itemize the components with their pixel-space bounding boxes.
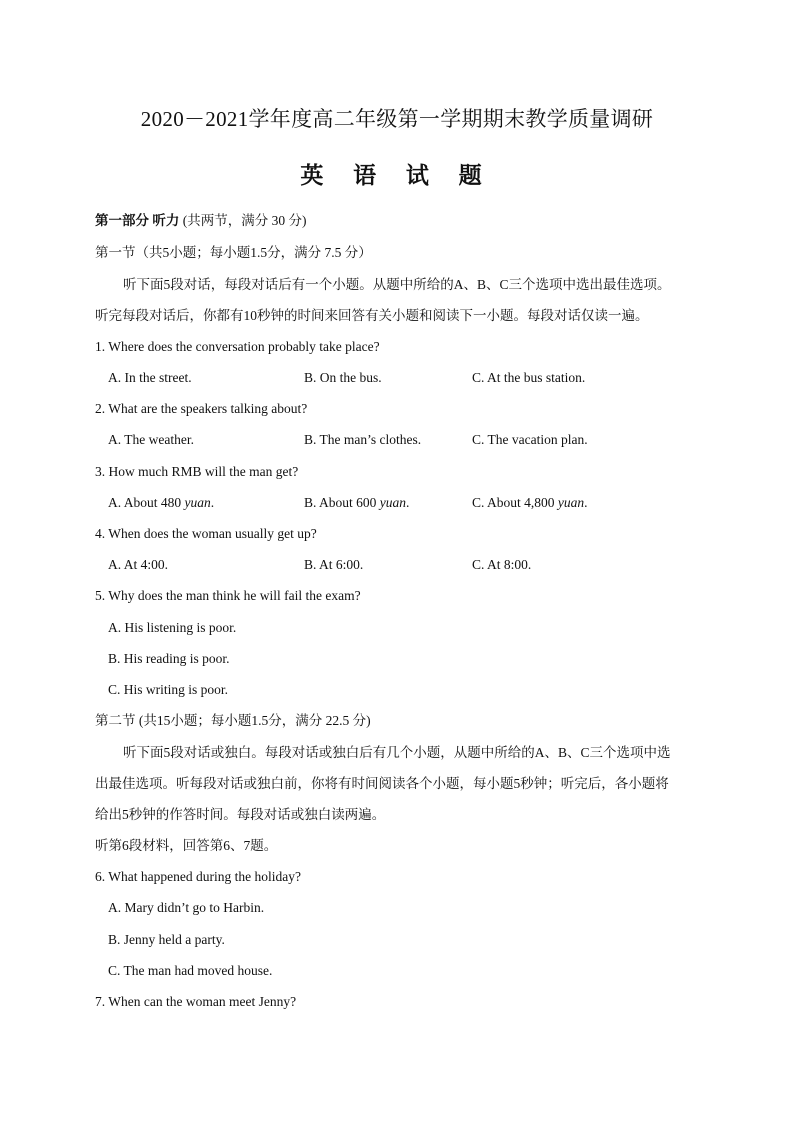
question-5: 5. Why does the man think he will fail the exam? (95, 588, 361, 603)
q3-option-c-unit: yuan (557, 495, 585, 510)
q5-option-a: A. His listening is poor. (108, 620, 237, 635)
section2-instructions-line2: 出最佳选项。听每段对话或独白前，你将有时间阅读各个小题，每小题5秒钟；听完后，各小题将 (95, 776, 669, 791)
q4-option-a: A. At 4:00. (108, 557, 169, 572)
q3-option-b-text: B. About 600 (304, 495, 380, 510)
question-1: 1. Where does the conversation probably take place? (95, 339, 380, 354)
question-2: 2. What are the speakers talking about? (95, 401, 308, 416)
q3-option-b-unit: yuan (379, 495, 407, 510)
q2-option-a: A. The weather. (108, 432, 194, 447)
q1-option-a: A. In the street. (108, 370, 192, 385)
q6-option-a: A. Mary didn’t go to Harbin. (108, 900, 265, 915)
q6-option-c: C. The man had moved house. (108, 963, 273, 978)
material-note: 听第6段材料，回答第6、7题。 (95, 838, 278, 853)
q3-option-c-text: C. About 4,800 (472, 495, 558, 510)
section1-instructions-line2: 听完每段对话后，你都有10秒钟的时间来回答有关小题和阅读下一小题。每段对话仅读一遍。 (95, 308, 649, 323)
exam-title: 2020－2021学年度高二年级第一学期期末教学质量调研 (140, 107, 654, 131)
question-4: 4. When does the woman usually get up? (95, 526, 317, 541)
question-3: 3. How much RMB will the man get? (95, 464, 299, 479)
section1-heading: 第一节（共5小题；每小题1.5分，满分 7.5 分） (95, 245, 372, 260)
part1-heading (95, 212, 307, 230)
part1-heading-bold: 第一部分 听力 (95, 213, 180, 228)
q1-option-b: B. On the bus. (304, 370, 382, 385)
question-6: 6. What happened during the holiday? (95, 869, 301, 884)
q5-option-c: C. His writing is poor. (108, 682, 229, 697)
q4-option-c: C. At 8:00. (472, 557, 532, 572)
q5-option-b: B. His reading is poor. (108, 651, 230, 666)
section2-heading: 第二节 (共15小题；每小题1.5分，满分 22.5 分) (95, 713, 371, 728)
question-7: 7. When can the woman meet Jenny? (95, 994, 297, 1009)
section2-instructions-line3: 给出5秒钟的作答时间。每段对话或独白读两遍。 (95, 807, 386, 822)
section2-instructions-line1: 听下面5段对话或独白。每段对话或独白后有几个小题，从题中所给的A、B、C三个选项中选 (123, 745, 671, 760)
q2-option-b: B. The man’s clothes. (304, 432, 422, 447)
q3-option-a-text: A. About 480 (108, 495, 185, 510)
section1-instructions-line1: 听下面5段对话，每段对话后有一个小题。从题中所给的A、B、C三个选项中选出最佳选项。 (123, 277, 671, 292)
q3-option-a-unit: yuan (184, 495, 211, 510)
q6-option-b: B. Jenny held a party. (108, 932, 225, 947)
q1-option-c: C. At the bus station. (472, 370, 586, 385)
q3-option-a: A. About 480 yuan. (108, 495, 215, 510)
part1-heading-rest: (共两节，满分 30 分) (182, 213, 307, 228)
q3-option-b: B. About 600 yuan. (304, 495, 410, 510)
q3-option-c: C. About 4,800 yuan. (472, 495, 588, 510)
exam-subtitle: 英 语 试 题 (300, 163, 494, 188)
q2-option-c: C. The vacation plan. (472, 432, 588, 447)
q4-option-b: B. At 6:00. (304, 557, 364, 572)
